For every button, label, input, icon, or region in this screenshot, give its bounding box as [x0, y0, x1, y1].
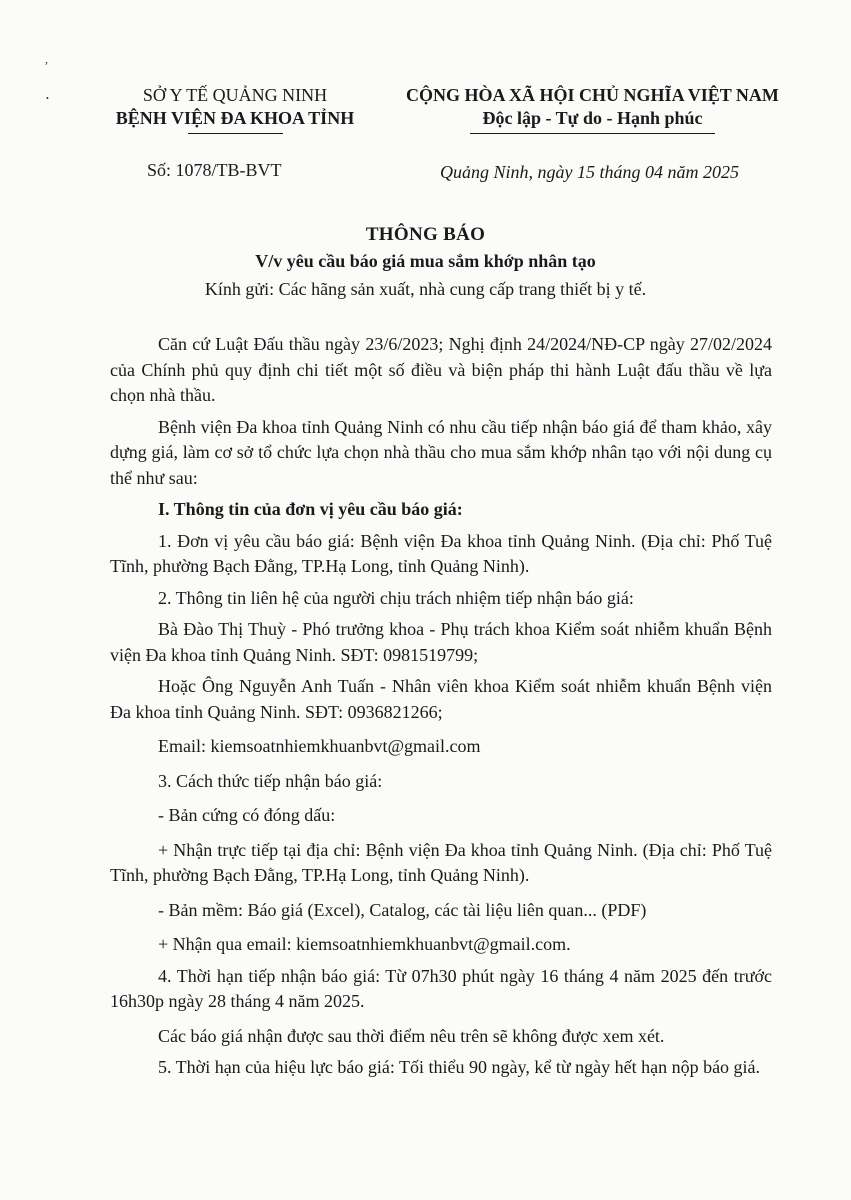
item-3: 3. Cách thức tiếp nhận báo giá: [158, 770, 383, 791]
paragraph-legal-basis: Căn cứ Luật Đấu thầu ngày 23/6/2023; Nghị định 24/2024/NĐ-CP ngày 27/02/2024 của Chính phủ quy định chi tiết một số điều và biện pháp thi hành Luật đấu thầu về lựa chọn nhà thầu. [110, 334, 772, 405]
org-line-2: BỆNH VIỆN ĐA KHOA TỈNH [115, 108, 355, 128]
contact-2: Hoặc Ông Nguyễn Anh Tuấn - Nhân viên khoa Kiểm soát nhiễm khuẩn Bệnh viện Đa khoa tỉnh Quảng Ninh. SĐT: 0936821266; [110, 676, 772, 722]
item-1: 1. Đơn vị yêu cầu báo giá: Bệnh viện Đa khoa tỉnh Quảng Ninh. (Địa chỉ: Phố Tuệ Tĩnh, phường Bạch Đằng, TP.Hạ Long, tỉnh Quảng Ninh). [110, 530, 772, 576]
item-4: 4. Thời hạn tiếp nhận báo giá: Từ 07h30 phút ngày 16 tháng 4 năm 2025 đến trước 16h30p ngày 28 tháng 4 năm 2025. [110, 965, 772, 1011]
hardcopy-detail: + Nhận trực tiếp tại địa chỉ: Bệnh viện Đa khoa tỉnh Quảng Ninh. (Địa chỉ: Phố Tuệ Tĩnh, phường Bạch Đằng, TP.Hạ Long, tỉnh Quảng Ninh). [110, 839, 772, 885]
scan-mark: , [45, 52, 48, 66]
paragraph-purpose: Bệnh viện Đa khoa tỉnh Quảng Ninh có nhu cầu tiếp nhận báo giá để tham khảo, xây dựng giá, làm cơ sở tổ chức lựa chọn nhà thầu cho mua sắm khớp nhân tạo với nội dung cụ thể như sau: [110, 416, 772, 488]
item-5: 5. Thời hạn của hiệu lực báo giá: Tối thiểu 90 ngày, kể từ ngày hết hạn nộp báo giá. [158, 1057, 761, 1077]
document-number: Số: 1078/TB-BVT [147, 160, 282, 180]
item-2: 2. Thông tin liên hệ của người chịu trách nhiệm tiếp nhận báo giá: [158, 587, 634, 608]
contact-email: Email: kiemsoatnhiemkhuanbvt@gmail.com [158, 736, 481, 756]
document-subject: V/v yêu cầu báo giá mua sắm khớp nhân tạo [255, 251, 596, 271]
place-date: Quảng Ninh, ngày 15 tháng 04 năm 2025 [440, 162, 739, 182]
org-underline [188, 133, 283, 134]
softcopy: - Bản mềm: Báo giá (Excel), Catalog, các tài liệu liên quan... (PDF) [158, 899, 647, 920]
nation-line-2: Độc lập - Tự do - Hạnh phúc [482, 108, 703, 128]
org-line-1: SỞ Y TẾ QUẢNG NINH [142, 85, 328, 105]
softcopy-detail: + Nhận qua email: kiemsoatnhiemkhuanbvt@gmail.com. [158, 934, 571, 954]
hardcopy: - Bản cứng có đóng dấu: [158, 805, 336, 825]
national-heading [385, 84, 800, 134]
document-title: THÔNG BÁO [365, 224, 486, 245]
contact-1: Bà Đào Thị Thuỳ - Phó trưởng khoa - Phụ trách khoa Kiểm soát nhiễm khuẩn Bệnh viện Đa khoa tỉnh Quảng Ninh. SĐT: 0981519799; [110, 619, 772, 665]
document-body [110, 332, 772, 1081]
nation-underline [470, 133, 715, 134]
late-note: Các báo giá nhận được sau thời điểm nêu trên sẽ không được xem xét. [158, 1025, 665, 1046]
scan-mark: • [46, 94, 49, 103]
section-heading: I. Thông tin của đơn vị yêu cầu báo giá: [158, 499, 463, 519]
document-recipient: Kính gửi: Các hãng sản xuất, nhà cung cấp trang thiết bị y tế. [204, 279, 647, 299]
issuing-organization [100, 84, 370, 134]
nation-line-1: CỘNG HÒA XÃ HỘI CHỦ NGHĨA VIỆT NAM [406, 85, 779, 105]
